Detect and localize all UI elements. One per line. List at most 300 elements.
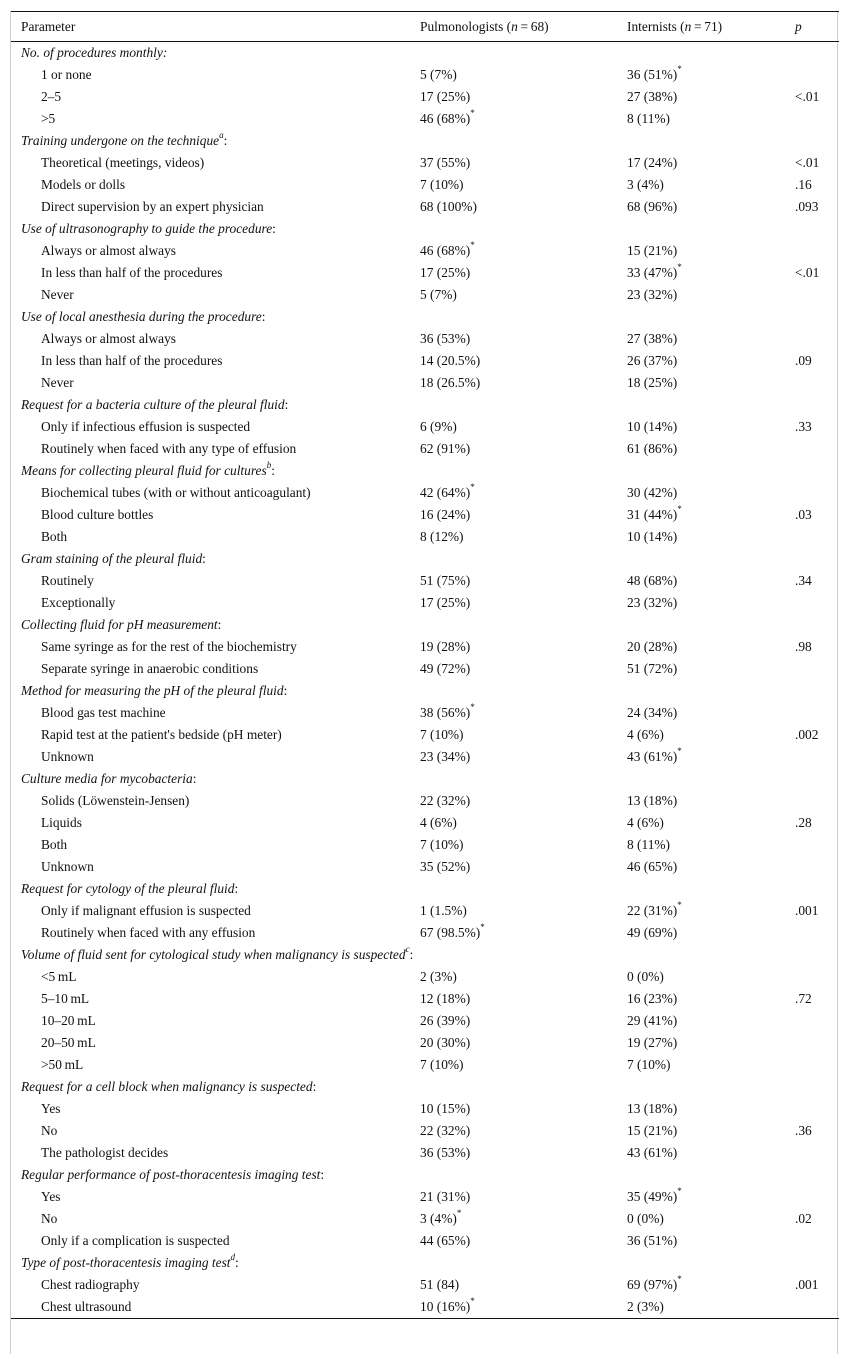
table-row xyxy=(11,1296,839,1319)
p-value xyxy=(795,834,839,856)
empty-cell xyxy=(627,130,795,152)
p-value xyxy=(795,1054,839,1076)
internists-value xyxy=(627,482,795,504)
pulmonologists-value xyxy=(420,1186,627,1208)
pulmonologists-value xyxy=(420,900,627,922)
p-value xyxy=(795,1142,839,1164)
empty-cell xyxy=(795,1076,839,1098)
significance-marker: * xyxy=(677,261,682,272)
pulmonologists-count: 8 (12%) xyxy=(420,529,464,544)
pulmonologists-count: 16 (24%) xyxy=(420,507,471,522)
table-row xyxy=(11,438,839,460)
survey-results-table xyxy=(11,11,839,1319)
pulmonologists-count: 42 (64%) xyxy=(420,485,471,500)
row-label: Yes xyxy=(41,1101,61,1116)
row-label: >50 mL xyxy=(41,1057,84,1072)
internists-count: 36 (51%) xyxy=(627,67,678,82)
empty-cell xyxy=(795,460,839,482)
internists-count: 10 (14%) xyxy=(627,529,678,544)
empty-cell xyxy=(627,460,795,482)
row-label: >5 xyxy=(41,111,56,126)
pulmonologists-count: 12 (18%) xyxy=(420,991,471,1006)
row-label: 2–5 xyxy=(41,89,62,104)
pulmonologists-value xyxy=(420,658,627,680)
section-title xyxy=(11,548,420,570)
row-label: Theoretical (meetings, videos) xyxy=(41,155,205,170)
empty-cell xyxy=(420,1252,627,1274)
p-value: <.01 xyxy=(795,155,820,170)
section-title xyxy=(11,878,420,900)
significance-marker: * xyxy=(470,1295,475,1306)
table-row xyxy=(11,262,839,284)
pulmonologists-count: 7 (10%) xyxy=(420,727,464,742)
pulmonologists-count: 14 (20.5%) xyxy=(420,353,481,368)
pulmonologists-value xyxy=(420,592,627,614)
internists-value xyxy=(627,262,795,284)
section-row xyxy=(11,42,839,65)
section-colon: : xyxy=(235,1255,239,1270)
pulmonologists-value xyxy=(420,152,627,174)
internists-value xyxy=(627,966,795,988)
internists-value xyxy=(627,1120,795,1142)
section-title xyxy=(11,394,420,416)
pulmonologists-value xyxy=(420,1010,627,1032)
empty-cell xyxy=(795,1252,839,1274)
pulmonologists-count: 51 (75%) xyxy=(420,573,471,588)
footnote-marker: d xyxy=(230,1251,236,1262)
pulmonologists-count: 7 (10%) xyxy=(420,1057,464,1072)
empty-cell xyxy=(795,1164,839,1186)
pulmonologists-count: 68 (100%) xyxy=(420,199,477,214)
internists-value xyxy=(627,1296,795,1319)
section-colon: : xyxy=(162,45,168,60)
internists-count: 23 (32%) xyxy=(627,287,678,302)
p-value: .001 xyxy=(795,1277,819,1292)
significance-marker: * xyxy=(470,107,475,118)
table-row xyxy=(11,328,839,350)
row-label: Direct supervision by an expert physician xyxy=(41,199,264,214)
pulmonologists-value xyxy=(420,1274,627,1296)
empty-cell xyxy=(420,944,627,966)
table-row xyxy=(11,1142,839,1164)
pulmonologists-count: 7 (10%) xyxy=(420,837,464,852)
section-title xyxy=(11,944,420,966)
section-row xyxy=(11,878,839,900)
pulmonologists-count: 49 (72%) xyxy=(420,661,471,676)
p-value xyxy=(795,746,839,768)
empty-cell xyxy=(420,460,627,482)
row-label: 5–10 mL xyxy=(41,991,90,1006)
table-row xyxy=(11,482,839,504)
pulmonologists-count: 10 (15%) xyxy=(420,1101,471,1116)
section-row xyxy=(11,394,839,416)
empty-cell xyxy=(420,306,627,328)
row-label: No xyxy=(41,1211,58,1226)
p-value: .001 xyxy=(795,903,819,918)
table-row xyxy=(11,658,839,680)
section-colon: : xyxy=(320,1167,325,1182)
table-row xyxy=(11,812,839,834)
internists-count: 18 (25%) xyxy=(627,375,678,390)
section-row xyxy=(11,1076,839,1098)
p-value xyxy=(795,284,839,306)
internists-value xyxy=(627,812,795,834)
significance-marker: * xyxy=(470,239,475,250)
pulmonologists-value xyxy=(420,262,627,284)
internists-value xyxy=(627,108,795,130)
section-title xyxy=(11,130,420,152)
table-row xyxy=(11,1208,839,1230)
internists-value xyxy=(627,702,795,724)
table-header xyxy=(11,12,839,42)
pulmonologists-count: 17 (25%) xyxy=(420,595,471,610)
pulmonologists-count: 21 (31%) xyxy=(420,1189,471,1204)
internists-value xyxy=(627,790,795,812)
pulmonologists-value xyxy=(420,834,627,856)
section-colon: : xyxy=(284,397,289,412)
row-label: Chest radiography xyxy=(41,1277,140,1292)
pulmonologists-count: 67 (98.5%) xyxy=(420,925,481,940)
internists-count: 27 (38%) xyxy=(627,331,678,346)
section-colon: : xyxy=(312,1079,317,1094)
table-row xyxy=(11,372,839,394)
section-colon: : xyxy=(283,683,288,698)
section-colon: : xyxy=(261,309,266,324)
pulmonologists-count: 2 (3%) xyxy=(420,969,457,984)
table-row xyxy=(11,790,839,812)
significance-marker: * xyxy=(470,701,475,712)
internists-value xyxy=(627,746,795,768)
internists-count: 13 (18%) xyxy=(627,793,678,808)
significance-marker: * xyxy=(677,1273,682,1284)
empty-cell xyxy=(627,680,795,702)
internists-count: 61 (86%) xyxy=(627,441,678,456)
row-label: 1 or none xyxy=(41,67,92,82)
internists-count: 15 (21%) xyxy=(627,243,678,258)
p-value: .33 xyxy=(795,419,812,434)
row-label: Routinely when faced with any type of effusion xyxy=(41,441,297,456)
internists-value xyxy=(627,152,795,174)
empty-cell xyxy=(627,548,795,570)
pulmonologists-count: 1 (1.5%) xyxy=(420,903,467,918)
section-colon: : xyxy=(202,551,206,566)
section-title xyxy=(11,1076,420,1098)
empty-cell xyxy=(627,218,795,240)
internists-value xyxy=(627,1274,795,1296)
pulmonologists-value xyxy=(420,438,627,460)
p-value xyxy=(795,1010,839,1032)
table-row xyxy=(11,1098,839,1120)
pulmonologists-count: 17 (25%) xyxy=(420,89,471,104)
internists-value xyxy=(627,526,795,548)
header-parameter: Parameter xyxy=(21,18,76,34)
pulmonologists-value xyxy=(420,416,627,438)
empty-cell xyxy=(627,306,795,328)
internists-value xyxy=(627,504,795,526)
section-title-text: Volume of fluid sent for cytological study when malignancy is suspected xyxy=(21,947,406,962)
row-label: In less than half of the procedures xyxy=(41,353,223,368)
section-title-text: Culture media for mycobacteria xyxy=(21,771,193,786)
section-colon: : xyxy=(409,947,414,962)
pulmonologists-value xyxy=(420,922,627,944)
significance-marker: * xyxy=(480,921,485,932)
internists-count: 33 (47%) xyxy=(627,265,678,280)
pulmonologists-count: 35 (52%) xyxy=(420,859,471,874)
p-value: .98 xyxy=(795,639,812,654)
empty-cell xyxy=(420,680,627,702)
pulmonologists-value xyxy=(420,1120,627,1142)
empty-cell xyxy=(627,1076,795,1098)
internists-count: 2 (3%) xyxy=(627,1299,664,1314)
pulmonologists-value xyxy=(420,570,627,592)
row-label: Exceptionally xyxy=(41,595,116,610)
section-colon: : xyxy=(272,221,276,236)
table-row xyxy=(11,504,839,526)
p-value: .36 xyxy=(795,1123,812,1138)
internists-count: 8 (11%) xyxy=(627,111,671,126)
internists-value xyxy=(627,1186,795,1208)
p-value xyxy=(795,922,839,944)
p-value xyxy=(795,240,839,262)
p-value: .03 xyxy=(795,507,812,522)
section-title-text: Use of ultrasonography to guide the procedure xyxy=(21,221,273,236)
table-row xyxy=(11,284,839,306)
row-label: Always or almost always xyxy=(41,331,176,346)
pulmonologists-value xyxy=(420,790,627,812)
pulmonologists-value xyxy=(420,240,627,262)
empty-cell xyxy=(420,878,627,900)
header-internists: Internists (n = 71) xyxy=(627,18,723,34)
internists-value xyxy=(627,1010,795,1032)
pulmonologists-count: 62 (91%) xyxy=(420,441,471,456)
row-label: Blood gas test machine xyxy=(41,705,166,720)
table-row xyxy=(11,856,839,878)
pulmonologists-count: 26 (39%) xyxy=(420,1013,471,1028)
pulmonologists-count: 36 (53%) xyxy=(420,1145,471,1160)
p-value xyxy=(795,64,839,86)
empty-cell xyxy=(627,614,795,636)
internists-count: 4 (6%) xyxy=(627,727,664,742)
section-title-text: Type of post-thoracentesis imaging test xyxy=(21,1255,231,1270)
internists-value xyxy=(627,1032,795,1054)
section-row xyxy=(11,768,839,790)
significance-marker: * xyxy=(456,1207,462,1218)
section-colon: : xyxy=(217,617,222,632)
internists-value xyxy=(627,922,795,944)
internists-value xyxy=(627,372,795,394)
pulmonologists-value xyxy=(420,284,627,306)
internists-count: 46 (65%) xyxy=(627,859,678,874)
empty-cell xyxy=(420,614,627,636)
pulmonologists-count: 6 (9%) xyxy=(420,419,457,434)
section-colon: : xyxy=(192,771,197,786)
internists-value xyxy=(627,1230,795,1252)
internists-value xyxy=(627,86,795,108)
row-label: Solids (Löwenstein-Jensen) xyxy=(41,793,190,808)
p-value xyxy=(795,372,839,394)
table-row xyxy=(11,1032,839,1054)
table-row xyxy=(11,1274,839,1296)
empty-cell xyxy=(420,1164,627,1186)
internists-count: 51 (72%) xyxy=(627,661,678,676)
row-label: Only if infectious effusion is suspected xyxy=(41,419,251,434)
pulmonologists-value xyxy=(420,108,627,130)
pulmonologists-value xyxy=(420,1208,627,1230)
section-title-text: Method for measuring the pH of the pleural fluid xyxy=(21,683,284,698)
internists-value xyxy=(627,1208,795,1230)
internists-count: 29 (41%) xyxy=(627,1013,678,1028)
table-row xyxy=(11,966,839,988)
pulmonologists-value xyxy=(420,350,627,372)
p-value: <.01 xyxy=(795,265,820,280)
internists-value xyxy=(627,438,795,460)
internists-count: 10 (14%) xyxy=(627,419,678,434)
internists-count: 68 (96%) xyxy=(627,199,678,214)
p-value: .72 xyxy=(795,991,812,1006)
row-label: Biochemical tubes (with or without anticoagulant) xyxy=(41,485,311,500)
empty-cell xyxy=(420,42,627,65)
pulmonologists-value xyxy=(420,988,627,1010)
internists-value xyxy=(627,834,795,856)
section-row xyxy=(11,548,839,570)
row-label: In less than half of the procedures xyxy=(41,265,223,280)
table-row xyxy=(11,1230,839,1252)
row-label: Chest ultrasound xyxy=(41,1299,132,1314)
internists-count: 35 (49%) xyxy=(627,1189,678,1204)
section-title-text: Training undergone on the technique xyxy=(21,133,220,148)
internists-count: 24 (34%) xyxy=(627,705,678,720)
internists-value xyxy=(627,350,795,372)
internists-value xyxy=(627,1098,795,1120)
significance-marker: * xyxy=(470,481,475,492)
table-row xyxy=(11,86,839,108)
empty-cell xyxy=(795,548,839,570)
row-label: No xyxy=(41,1123,58,1138)
internists-value xyxy=(627,570,795,592)
section-title xyxy=(11,1164,420,1186)
pulmonologists-value xyxy=(420,174,627,196)
empty-cell xyxy=(795,394,839,416)
p-value: .34 xyxy=(795,573,812,588)
empty-cell xyxy=(420,1076,627,1098)
pulmonologists-value xyxy=(420,1142,627,1164)
empty-cell xyxy=(795,306,839,328)
p-value: .28 xyxy=(795,815,812,830)
section-title-text: Request for a cell block when malignancy is suspected xyxy=(21,1079,313,1094)
row-label: Never xyxy=(41,375,74,390)
row-label: Routinely when faced with any effusion xyxy=(41,925,256,940)
empty-cell xyxy=(795,680,839,702)
row-label: Blood culture bottles xyxy=(41,507,154,522)
p-value xyxy=(795,790,839,812)
table-row xyxy=(11,526,839,548)
internists-count: 16 (23%) xyxy=(627,991,678,1006)
empty-cell xyxy=(795,768,839,790)
pulmonologists-value xyxy=(420,86,627,108)
pulmonologists-value xyxy=(420,1230,627,1252)
internists-count: 0 (0%) xyxy=(627,1211,664,1226)
internists-value xyxy=(627,592,795,614)
section-title xyxy=(11,768,420,790)
table-row xyxy=(11,834,839,856)
table-row xyxy=(11,64,839,86)
table-row xyxy=(11,922,839,944)
section-title xyxy=(11,614,420,636)
row-label: Same syringe as for the rest of the biochemistry xyxy=(41,639,297,654)
pulmonologists-value xyxy=(420,526,627,548)
pulmonologists-count: 10 (16%) xyxy=(420,1299,471,1314)
significance-marker: * xyxy=(677,503,682,514)
internists-count: 17 (24%) xyxy=(627,155,678,170)
table-row xyxy=(11,196,839,218)
table-row xyxy=(11,1186,839,1208)
internists-value xyxy=(627,196,795,218)
table-row xyxy=(11,108,839,130)
p-value xyxy=(795,702,839,724)
internists-value xyxy=(627,856,795,878)
p-value xyxy=(795,1296,839,1319)
p-value xyxy=(795,1032,839,1054)
pulmonologists-count: 36 (53%) xyxy=(420,331,471,346)
pulmonologists-value xyxy=(420,64,627,86)
section-title-text: Regular performance of post-thoracentesis imaging test xyxy=(21,1167,321,1182)
internists-count: 30 (42%) xyxy=(627,485,678,500)
p-value: .16 xyxy=(795,177,812,192)
internists-value xyxy=(627,284,795,306)
internists-count: 20 (28%) xyxy=(627,639,678,654)
pulmonologists-count: 17 (25%) xyxy=(420,265,471,280)
section-title xyxy=(11,680,420,702)
pulmonologists-value xyxy=(420,724,627,746)
section-title xyxy=(11,1252,420,1274)
table-row xyxy=(11,416,839,438)
internists-count: 43 (61%) xyxy=(627,1145,678,1160)
internists-value xyxy=(627,416,795,438)
section-title-text: No. of procedures monthly xyxy=(21,45,163,60)
table-row xyxy=(11,570,839,592)
empty-cell xyxy=(795,614,839,636)
internists-count: 36 (51%) xyxy=(627,1233,678,1248)
section-colon: : xyxy=(271,463,275,478)
pulmonologists-count: 51 (84) xyxy=(420,1277,460,1292)
pulmonologists-count: 4 (6%) xyxy=(420,815,457,830)
row-label: 10–20 mL xyxy=(41,1013,96,1028)
section-row xyxy=(11,218,839,240)
row-label: Only if malignant effusion is suspected xyxy=(41,903,251,918)
empty-cell xyxy=(420,130,627,152)
internists-count: 15 (21%) xyxy=(627,1123,678,1138)
significance-marker: * xyxy=(677,1185,682,1196)
internists-count: 3 (4%) xyxy=(627,177,664,192)
section-title-text: Use of local anesthesia during the procedure xyxy=(21,309,262,324)
internists-value xyxy=(627,988,795,1010)
footnote-marker: b xyxy=(266,459,272,470)
header-p-value: p xyxy=(795,18,802,34)
internists-value xyxy=(627,658,795,680)
internists-count: 8 (11%) xyxy=(627,837,671,852)
p-value xyxy=(795,1186,839,1208)
p-value: .09 xyxy=(795,353,812,368)
p-value xyxy=(795,856,839,878)
row-label: Liquids xyxy=(41,815,82,830)
row-label: 20–50 mL xyxy=(41,1035,96,1050)
p-value xyxy=(795,966,839,988)
internists-value xyxy=(627,328,795,350)
pulmonologists-count: 37 (55%) xyxy=(420,155,471,170)
p-value xyxy=(795,1230,839,1252)
pulmonologists-count: 38 (56%) xyxy=(420,705,471,720)
pulmonologists-value xyxy=(420,812,627,834)
